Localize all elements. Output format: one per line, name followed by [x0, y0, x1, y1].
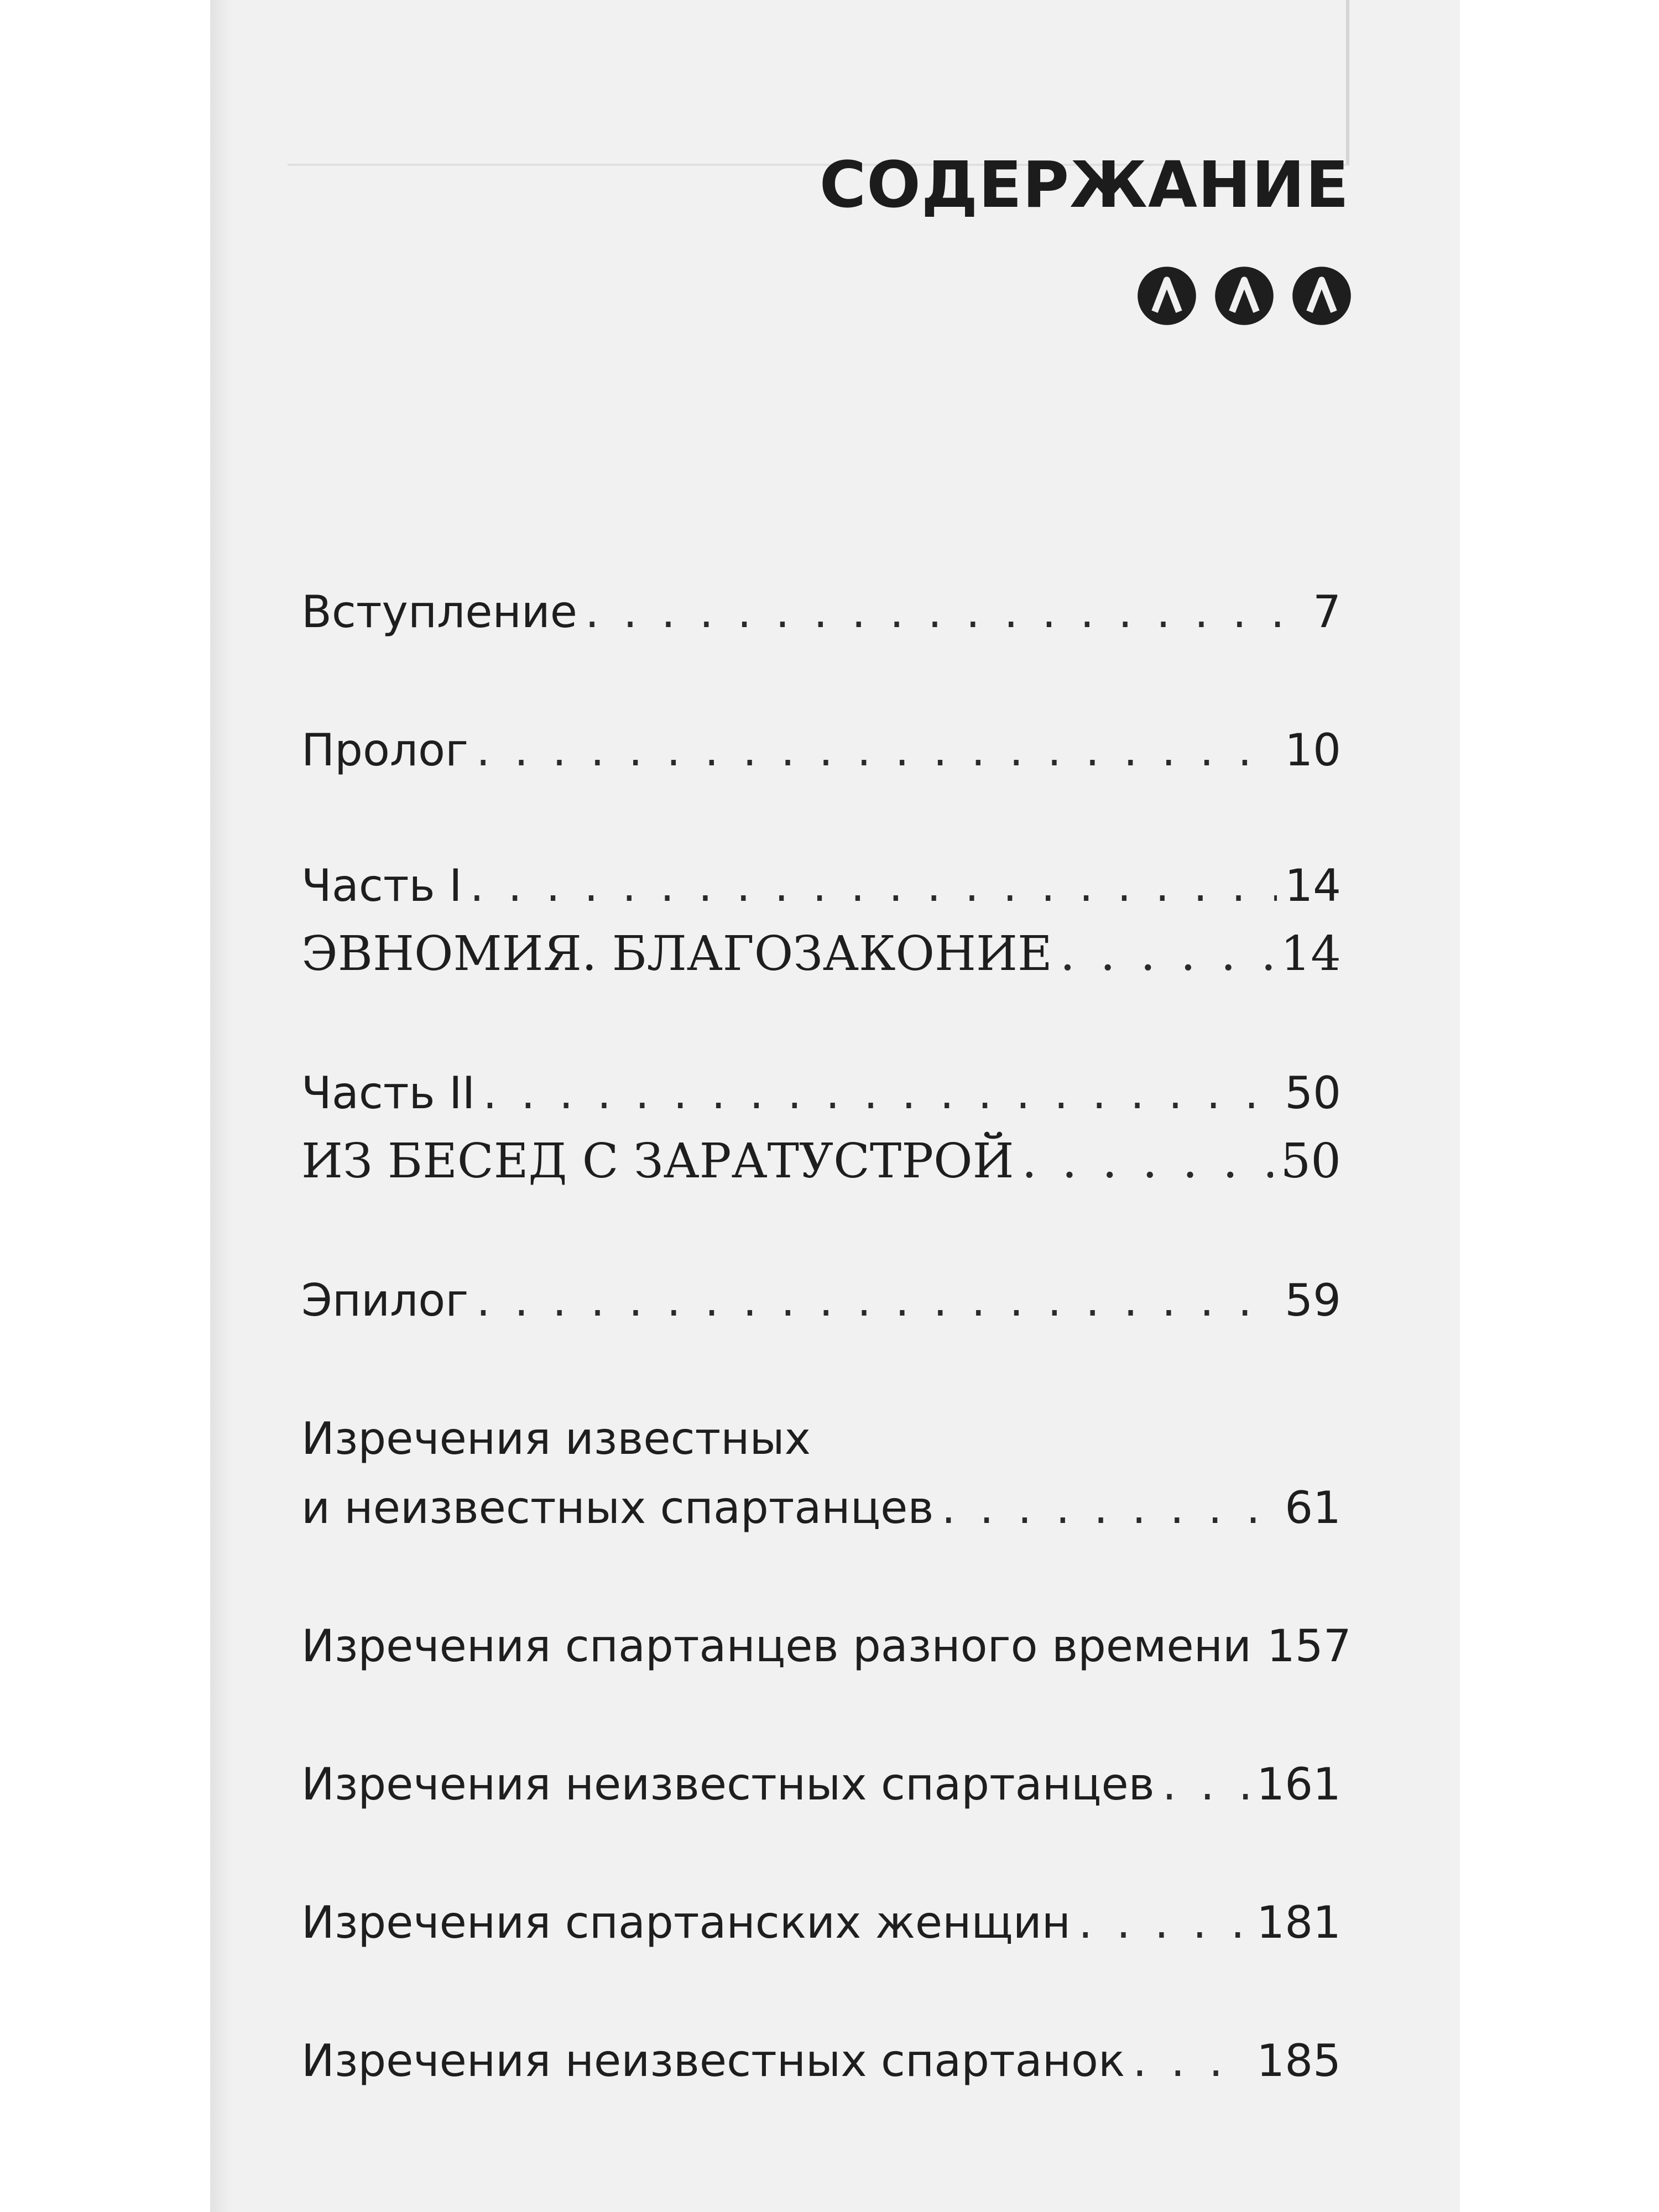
toc-page-number: 61	[1285, 1482, 1341, 1533]
toc-entry-title: Пролог	[301, 724, 468, 776]
toc-page-number: 161	[1256, 1759, 1341, 1810]
toc-entry-epilogue[interactable]	[301, 1275, 1341, 1326]
toc-entry-sayings-known-unknown[interactable]	[301, 1482, 1341, 1533]
toc-entry-sayings-unknown-spartans[interactable]	[301, 1759, 1341, 1810]
toc-entry-zarathustra[interactable]	[301, 1134, 1341, 1189]
toc-page-number: 50	[1285, 1067, 1341, 1119]
toc-page-number: 50	[1280, 1134, 1341, 1189]
toc-entry-title: ИЗ БЕСЕД С ЗАРАТУСТРОЙ	[301, 1134, 1014, 1189]
toc-entry-sayings-spartan-women[interactable]	[301, 1897, 1341, 1948]
toc-entry-title: и неизвестных спартанцев	[301, 1482, 934, 1533]
page-edge-shadow	[210, 0, 232, 2212]
dot-leader	[1078, 1897, 1249, 1948]
toc-page-number: 185	[1256, 2035, 1341, 2086]
toc-entry-prologue[interactable]	[301, 724, 1341, 776]
dot-leader	[942, 1482, 1277, 1533]
page-title: СОДЕРЖАНИЕ	[819, 148, 1349, 222]
dot-leader	[1133, 2035, 1249, 2086]
toc-page-number: 59	[1285, 1275, 1341, 1326]
toc-entry-eunomia[interactable]	[301, 926, 1341, 982]
dot-leader	[1022, 1134, 1273, 1189]
toc-page-number: 7	[1313, 586, 1341, 638]
toc-page-number: 157	[1267, 1620, 1352, 1672]
dot-leader	[483, 1067, 1277, 1119]
toc-entry-title: Изречения спартанцев разного времени	[301, 1620, 1252, 1672]
toc-entry-title: Часть I	[301, 860, 462, 911]
table-of-contents	[301, 0, 1352, 2212]
toc-entry-sayings-various-times[interactable]	[301, 1620, 1352, 1672]
toc-entry-title: Вступление	[301, 586, 577, 638]
toc-entry-title: ЭВНОМИЯ. БЛАГОЗАКОНИЕ	[301, 926, 1052, 982]
toc-entry-sayings-unknown-spartan-women[interactable]	[301, 2035, 1341, 2086]
dot-leader	[1162, 1759, 1249, 1810]
dot-leader	[476, 1275, 1277, 1326]
toc-entry-title-line1: Изречения известных	[301, 1413, 811, 1464]
toc-entry-introduction[interactable]	[301, 586, 1341, 638]
toc-entry-title: Часть II	[301, 1067, 476, 1119]
toc-entry-title: Изречения неизвестных спартанок	[301, 2035, 1125, 2086]
toc-entry-title: Изречения неизвестных спартанцев	[301, 1759, 1155, 1810]
dot-leader	[470, 860, 1277, 911]
toc-page-number: 14	[1285, 860, 1341, 911]
toc-page-number: 14	[1280, 926, 1341, 982]
dot-leader	[585, 586, 1305, 638]
toc-entry-title: Эпилог	[301, 1275, 469, 1326]
toc-entry-title: Изречения спартанских женщин	[301, 1897, 1071, 1948]
toc-entry-part-2[interactable]	[301, 1067, 1341, 1119]
toc-entry-part-1[interactable]	[301, 860, 1341, 911]
dot-leader	[476, 724, 1277, 776]
toc-page-number: 181	[1256, 1897, 1341, 1948]
dot-leader	[1060, 926, 1273, 982]
toc-page-number: 10	[1285, 724, 1341, 776]
